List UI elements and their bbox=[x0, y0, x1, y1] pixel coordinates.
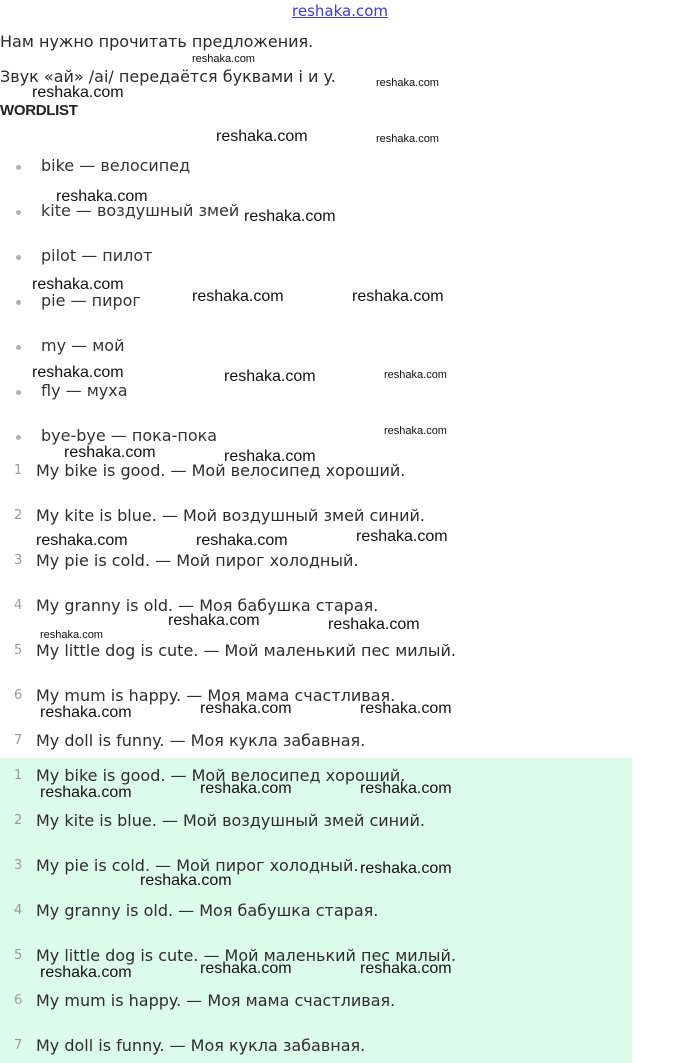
watermark: reshaka.com bbox=[192, 288, 284, 305]
sentence-text: My mum is happy. — Моя мама счастливая. bbox=[36, 686, 396, 705]
sentence-text: My mum is happy. — Моя мама счастливая. bbox=[36, 991, 396, 1010]
sentence-row bbox=[0, 1035, 620, 1059]
sentence-text: My pie is cold. — Мой пирог холодный. bbox=[36, 856, 359, 875]
wordlist-item-text: kite — воздушный змей bbox=[41, 201, 240, 220]
watermark: reshaka.com bbox=[140, 872, 232, 889]
watermark: reshaka.com bbox=[376, 77, 439, 89]
sentence-text: My pie is cold. — Мой пирог холодный. bbox=[36, 551, 359, 570]
intro-line-2: Звук «ай» /ai/ передаётся буквами i и y. bbox=[0, 67, 336, 86]
wordlist-item-text: bike — велосипед bbox=[41, 156, 191, 175]
intro-line-1: Нам нужно прочитать предложения. bbox=[0, 32, 314, 51]
watermark: reshaka.com bbox=[32, 84, 124, 101]
sentence-number: 6 bbox=[14, 688, 23, 703]
sentence-text: My granny is old. — Моя бабушка старая. bbox=[36, 901, 379, 920]
watermark: reshaka.com bbox=[356, 528, 448, 545]
bullet-icon bbox=[16, 435, 21, 440]
watermark: reshaka.com bbox=[328, 616, 420, 633]
sentence-row bbox=[0, 550, 620, 574]
sentence-text: My kite is blue. — Мой воздушный змей синий. bbox=[36, 811, 425, 830]
watermark: reshaka.com bbox=[384, 425, 447, 437]
sentence-number: 5 bbox=[14, 948, 23, 963]
watermark: reshaka.com bbox=[200, 780, 292, 797]
watermark: reshaka.com bbox=[32, 276, 124, 293]
sentence-text: My bike is good. — Мой велосипед хороший. bbox=[36, 461, 406, 480]
watermark: reshaka.com bbox=[384, 369, 447, 381]
wordlist-item bbox=[0, 425, 400, 449]
wordlist-item-text: bye-bye — пока-пока bbox=[41, 426, 218, 445]
watermark: reshaka.com bbox=[360, 960, 452, 977]
sentence-number: 3 bbox=[14, 858, 23, 873]
sentence-row bbox=[0, 810, 620, 834]
watermark: reshaka.com bbox=[32, 364, 124, 381]
watermark: reshaka.com bbox=[56, 188, 148, 205]
sentence-text: My bike is good. — Мой велосипед хороший. bbox=[36, 766, 406, 785]
bullet-icon bbox=[16, 255, 21, 260]
bullet-icon bbox=[16, 210, 21, 215]
watermark: reshaka.com bbox=[196, 532, 288, 549]
watermark: reshaka.com bbox=[40, 629, 103, 641]
sentence-row bbox=[0, 990, 620, 1014]
watermark: reshaka.com bbox=[40, 964, 132, 981]
watermark: reshaka.com bbox=[216, 128, 308, 145]
watermark: reshaka.com bbox=[244, 208, 336, 225]
sentence-number: 4 bbox=[14, 903, 23, 918]
bullet-icon bbox=[16, 345, 21, 350]
sentence-text: My little dog is cute. — Мой маленький пес милый. bbox=[36, 946, 456, 965]
sentence-number: 2 bbox=[14, 813, 23, 828]
watermark: reshaka.com bbox=[40, 704, 132, 721]
sentence-text: My doll is funny. — Моя кукла забавная. bbox=[36, 731, 366, 750]
watermark: reshaka.com bbox=[360, 700, 452, 717]
sentence-text: My little dog is cute. — Мой маленький пес милый. bbox=[36, 641, 456, 660]
sentence-number: 2 bbox=[14, 508, 23, 523]
wordlist-item bbox=[0, 245, 400, 269]
bullet-icon bbox=[16, 390, 21, 395]
wordlist-item-text: my — мой bbox=[41, 336, 125, 355]
wordlist-item-text: pie — пирог bbox=[41, 291, 141, 310]
sentence-row bbox=[0, 855, 620, 879]
watermark: reshaka.com bbox=[376, 133, 439, 145]
sentence-number: 5 bbox=[14, 643, 23, 658]
sentence-row bbox=[0, 505, 620, 529]
wordlist-heading: WORDLIST bbox=[0, 102, 78, 119]
watermark: reshaka.com bbox=[360, 780, 452, 797]
sentence-number: 1 bbox=[14, 768, 23, 783]
sentence-row bbox=[0, 595, 620, 619]
sentence-row bbox=[0, 900, 620, 924]
answer-highlight-block bbox=[0, 758, 632, 1063]
sentence-number: 7 bbox=[14, 733, 23, 748]
watermark: reshaka.com bbox=[168, 612, 260, 629]
watermark: reshaka.com bbox=[200, 700, 292, 717]
sentence-number: 6 bbox=[14, 993, 23, 1008]
watermark: reshaka.com bbox=[200, 960, 292, 977]
watermark: reshaka.com bbox=[352, 288, 444, 305]
sentence-number: 7 bbox=[14, 1038, 23, 1053]
watermark: reshaka.com bbox=[36, 532, 128, 549]
wordlist-item bbox=[0, 335, 400, 359]
bullet-icon bbox=[16, 300, 21, 305]
sentence-number: 1 bbox=[14, 463, 23, 478]
bullet-icon bbox=[16, 165, 21, 170]
wordlist-item-text: fly — муха bbox=[41, 381, 128, 400]
wordlist-item bbox=[0, 380, 400, 404]
sentence-number: 4 bbox=[14, 598, 23, 613]
sentence-row bbox=[0, 730, 620, 754]
sentence-text: My kite is blue. — Мой воздушный змей синий. bbox=[36, 506, 425, 525]
watermark: reshaka.com bbox=[224, 368, 316, 385]
watermark: reshaka.com bbox=[40, 784, 132, 801]
watermark: reshaka.com bbox=[224, 448, 316, 465]
wordlist-item bbox=[0, 155, 400, 179]
sentence-text: My granny is old. — Моя бабушка старая. bbox=[36, 596, 379, 615]
watermark: reshaka.com bbox=[360, 860, 452, 877]
sentence-text: My doll is funny. — Моя кукла забавная. bbox=[36, 1036, 366, 1055]
watermark: reshaka.com bbox=[64, 444, 156, 461]
site-link[interactable]: reshaka.com bbox=[292, 2, 388, 20]
watermark: reshaka.com bbox=[192, 53, 255, 65]
wordlist-item-text: pilot — пилот bbox=[41, 246, 153, 265]
sentence-number: 3 bbox=[14, 553, 23, 568]
sentence-row bbox=[0, 640, 620, 664]
